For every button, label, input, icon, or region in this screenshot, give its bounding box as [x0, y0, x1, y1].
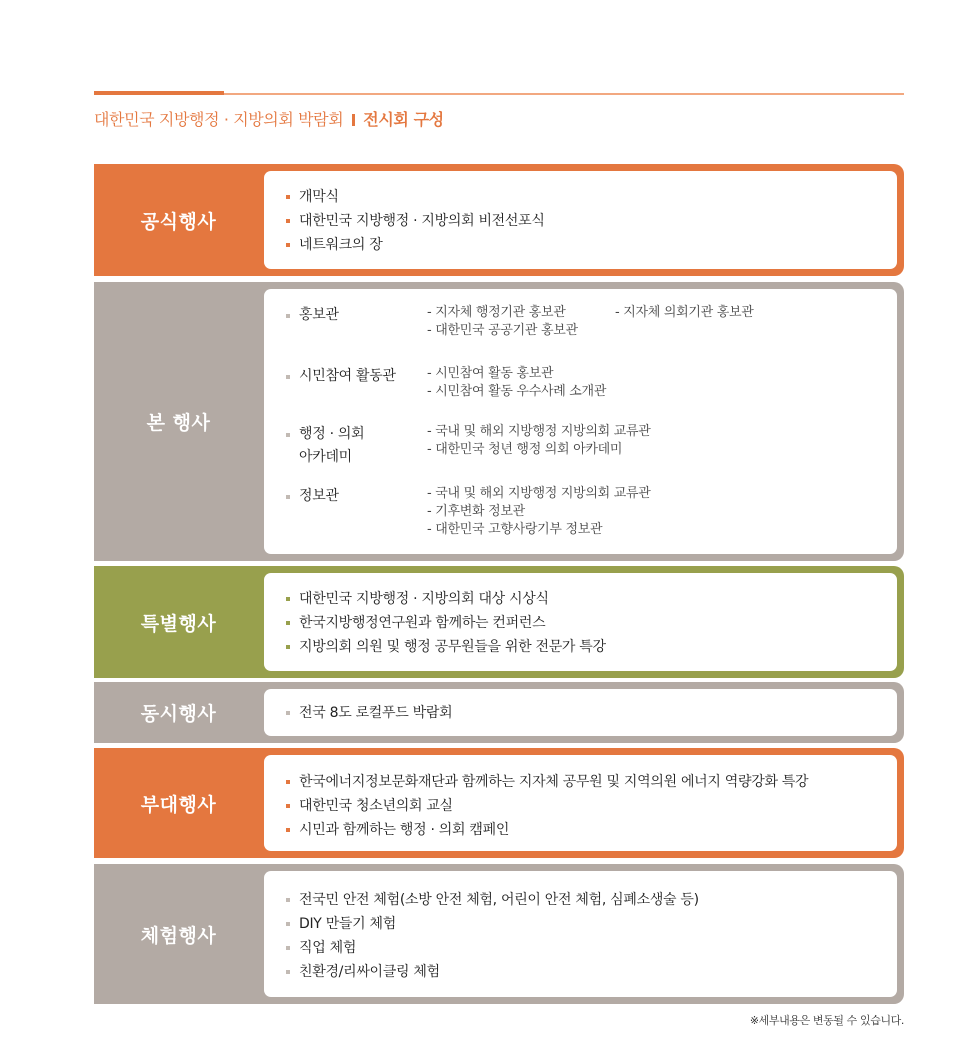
- group-items: [427, 423, 907, 459]
- section-label: 부대행사: [140, 793, 217, 816]
- section-label: 본 행사: [146, 412, 211, 434]
- sub-item: - 기후변화 정보관: [427, 504, 525, 519]
- bullet-marker: [286, 495, 290, 499]
- section-label: 특별행사: [140, 612, 217, 635]
- sub-item: - 대한민국 고향사랑기부 정보관: [427, 522, 603, 537]
- item-list: [286, 185, 545, 257]
- section-panel: [264, 171, 897, 269]
- group-name-line: 행정 · 의회: [299, 426, 365, 442]
- list-item: DIY 만들기 체험: [286, 912, 699, 936]
- bullet-marker: [286, 314, 290, 318]
- list-item: 지방의회 의원 및 행정 공무원들을 위한 전문가 특강: [286, 635, 606, 659]
- sub-item: - 시민참여 활동 우수사례 소개관: [427, 384, 607, 399]
- list-item: 한국에너지정보문화재단과 함께하는 지자체 공무원 및 지역의원 에너지 역량강화 특강: [286, 770, 808, 794]
- group-name: [299, 423, 424, 469]
- item-list: [286, 888, 699, 984]
- section-experience: [94, 864, 904, 1004]
- sub-item: - 시민참여 활동 홍보관: [427, 366, 554, 381]
- event-title: 대한민국 지방행정 · 지방의회 박람회: [94, 110, 344, 129]
- sub-item: - 대한민국 공공기관 홍보관: [427, 323, 578, 338]
- group-name: 홍보관: [299, 307, 339, 323]
- list-item: 네트워크의 장: [286, 233, 545, 257]
- section-special: [94, 566, 904, 678]
- section-label: 체험행사: [140, 924, 217, 947]
- item-list: [286, 701, 452, 725]
- list-item: 개막식: [286, 185, 545, 209]
- sub-item: - 지자체 의회기관 홍보관: [615, 305, 754, 320]
- list-item: 대한민국 청소년의회 교실: [286, 794, 808, 818]
- section-panel: [264, 871, 897, 997]
- footnote: ※세부내용은 변동될 수 있습니다.: [749, 1014, 904, 1027]
- page-subtitle: 전시회 구성: [363, 110, 444, 129]
- section-side: [94, 748, 904, 858]
- group-name: 시민참여 활동관: [299, 368, 396, 384]
- sub-item: - 대한민국 청년 행정 의회 아카데미: [427, 442, 623, 457]
- list-item: 대한민국 지방행정 · 지방의회 비전선포식: [286, 209, 545, 233]
- header-accent-bar: [94, 91, 224, 95]
- section-label: 동시행사: [140, 703, 217, 725]
- section-panel: [264, 689, 897, 736]
- group-name: 정보관: [299, 488, 339, 504]
- list-item: 한국지방행정연구원과 함께하는 컨퍼런스: [286, 611, 606, 635]
- section-panel: [264, 755, 897, 851]
- group-items: [427, 365, 907, 401]
- section-concurrent: [94, 682, 904, 743]
- sub-item: - 국내 및 해외 지방행정 지방의회 교류관: [427, 486, 651, 501]
- section-label: 공식행사: [140, 210, 217, 233]
- group-name-line: 아카데미: [299, 449, 352, 465]
- bullet-marker: [286, 433, 290, 437]
- page-title: [94, 107, 444, 130]
- list-item: 직업 체험: [286, 936, 699, 960]
- list-item: 친환경/리싸이클링 체험: [286, 960, 699, 984]
- section-panel: [264, 289, 897, 554]
- list-item: 대한민국 지방행정 · 지방의회 대상 시상식: [286, 587, 606, 611]
- group-items: [427, 485, 907, 539]
- list-item: 시민과 함께하는 행정 · 의회 캠페인: [286, 818, 808, 842]
- section-official: [94, 164, 904, 276]
- bullet-marker: [286, 375, 290, 379]
- list-item: 전국민 안전 체험(소방 안전 체험, 어린이 안전 체험, 심폐소생술 등): [286, 888, 699, 912]
- item-list: [286, 587, 606, 659]
- sub-item: - 지자체 행정기관 홍보관: [427, 305, 566, 320]
- section-main: [94, 282, 904, 561]
- item-list: [286, 770, 808, 842]
- sub-item: - 국내 및 해외 지방행정 지방의회 교류관: [427, 424, 651, 439]
- list-item: 전국 8도 로컬푸드 박람회: [286, 701, 452, 725]
- title-separator: [352, 114, 355, 126]
- section-panel: [264, 573, 897, 671]
